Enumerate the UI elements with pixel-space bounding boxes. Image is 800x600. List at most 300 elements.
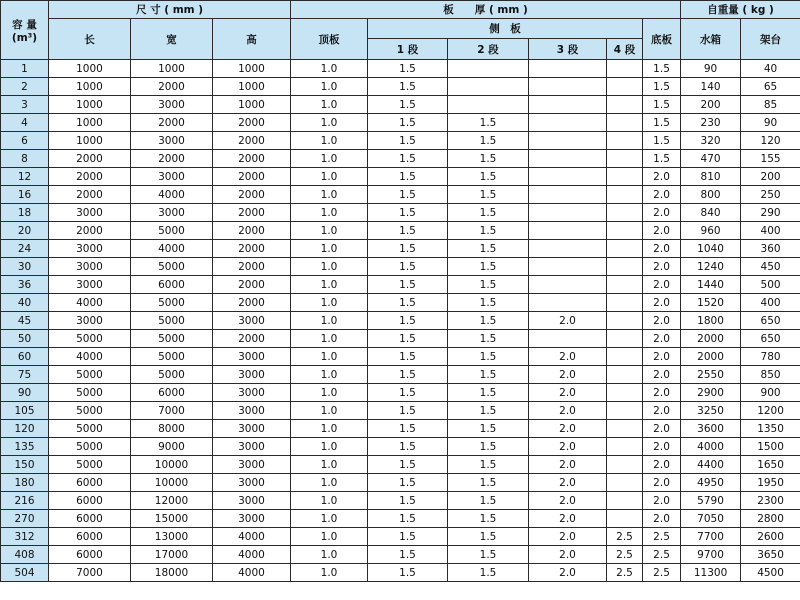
cell-height: 3000 <box>213 420 291 438</box>
cell-capacity: 105 <box>1 402 49 420</box>
cell-tank-weight: 2000 <box>681 348 741 366</box>
cell-height: 4000 <box>213 528 291 546</box>
cell-top-plate: 1.0 <box>291 492 368 510</box>
cell-seg4: 2.5 <box>607 546 643 564</box>
cell-seg3 <box>529 60 607 78</box>
cell-tank-weight: 7700 <box>681 528 741 546</box>
cell-tank-weight: 3600 <box>681 420 741 438</box>
cell-width: 17000 <box>131 546 213 564</box>
header-height: 高 <box>213 19 291 60</box>
cell-width: 5000 <box>131 294 213 312</box>
header-bottom-plate: 底板 <box>643 19 681 60</box>
cell-seg3: 2.0 <box>529 456 607 474</box>
cell-seg4 <box>607 168 643 186</box>
cell-seg4 <box>607 474 643 492</box>
cell-length: 5000 <box>49 456 131 474</box>
cell-seg1: 1.5 <box>368 204 448 222</box>
cell-capacity: 60 <box>1 348 49 366</box>
cell-seg4 <box>607 366 643 384</box>
cell-capacity: 180 <box>1 474 49 492</box>
cell-height: 3000 <box>213 492 291 510</box>
cell-top-plate: 1.0 <box>291 456 368 474</box>
cell-seg4 <box>607 420 643 438</box>
cell-bottom-plate: 2.5 <box>643 564 681 582</box>
cell-seg2: 1.5 <box>448 564 529 582</box>
cell-bottom-plate: 2.0 <box>643 510 681 528</box>
cell-bottom-plate: 1.5 <box>643 150 681 168</box>
cell-frame-weight: 500 <box>741 276 800 294</box>
cell-capacity: 30 <box>1 258 49 276</box>
cell-height: 1000 <box>213 78 291 96</box>
cell-frame-weight: 120 <box>741 132 800 150</box>
cell-seg2 <box>448 60 529 78</box>
cell-width: 6000 <box>131 384 213 402</box>
cell-capacity: 135 <box>1 438 49 456</box>
table-body <box>1 60 800 582</box>
cell-seg2: 1.5 <box>448 204 529 222</box>
cell-capacity: 504 <box>1 564 49 582</box>
cell-height: 2000 <box>213 204 291 222</box>
cell-seg1: 1.5 <box>368 60 448 78</box>
table-row <box>1 114 800 132</box>
cell-seg4 <box>607 510 643 528</box>
cell-frame-weight: 450 <box>741 258 800 276</box>
cell-tank-weight: 1520 <box>681 294 741 312</box>
header-row-2 <box>1 19 800 39</box>
cell-seg2: 1.5 <box>448 294 529 312</box>
cell-frame-weight: 900 <box>741 384 800 402</box>
cell-width: 12000 <box>131 492 213 510</box>
cell-length: 5000 <box>49 402 131 420</box>
cell-frame-weight: 2600 <box>741 528 800 546</box>
cell-bottom-plate: 2.0 <box>643 294 681 312</box>
cell-seg1: 1.5 <box>368 96 448 114</box>
cell-frame-weight: 1350 <box>741 420 800 438</box>
cell-frame-weight: 2800 <box>741 510 800 528</box>
cell-seg3: 2.0 <box>529 492 607 510</box>
cell-capacity: 24 <box>1 240 49 258</box>
cell-tank-weight: 800 <box>681 186 741 204</box>
cell-width: 10000 <box>131 474 213 492</box>
table-row <box>1 168 800 186</box>
cell-tank-weight: 9700 <box>681 546 741 564</box>
cell-bottom-plate: 1.5 <box>643 78 681 96</box>
cell-top-plate: 1.0 <box>291 420 368 438</box>
cell-width: 15000 <box>131 510 213 528</box>
cell-height: 2000 <box>213 132 291 150</box>
cell-top-plate: 1.0 <box>291 528 368 546</box>
cell-seg2: 1.5 <box>448 312 529 330</box>
cell-seg3: 2.0 <box>529 438 607 456</box>
cell-length: 2000 <box>49 168 131 186</box>
cell-length: 1000 <box>49 60 131 78</box>
cell-seg1: 1.5 <box>368 222 448 240</box>
cell-seg3: 2.0 <box>529 420 607 438</box>
cell-seg1: 1.5 <box>368 456 448 474</box>
cell-bottom-plate: 2.0 <box>643 456 681 474</box>
cell-seg4 <box>607 78 643 96</box>
cell-width: 5000 <box>131 330 213 348</box>
cell-length: 7000 <box>49 564 131 582</box>
table-row <box>1 240 800 258</box>
cell-seg4 <box>607 132 643 150</box>
cell-seg4 <box>607 204 643 222</box>
cell-capacity: 270 <box>1 510 49 528</box>
cell-seg2 <box>448 78 529 96</box>
cell-capacity: 120 <box>1 420 49 438</box>
cell-top-plate: 1.0 <box>291 258 368 276</box>
cell-length: 6000 <box>49 546 131 564</box>
cell-seg1: 1.5 <box>368 276 448 294</box>
cell-seg1: 1.5 <box>368 150 448 168</box>
cell-bottom-plate: 2.0 <box>643 186 681 204</box>
cell-bottom-plate: 1.5 <box>643 96 681 114</box>
table-header <box>1 1 800 60</box>
cell-frame-weight: 1950 <box>741 474 800 492</box>
cell-seg2: 1.5 <box>448 168 529 186</box>
cell-seg3: 2.0 <box>529 474 607 492</box>
header-capacity <box>1 1 49 60</box>
table-row <box>1 330 800 348</box>
table-row <box>1 186 800 204</box>
cell-frame-weight: 90 <box>741 114 800 132</box>
cell-height: 3000 <box>213 438 291 456</box>
cell-seg4 <box>607 96 643 114</box>
cell-frame-weight: 780 <box>741 348 800 366</box>
cell-tank-weight: 90 <box>681 60 741 78</box>
cell-width: 8000 <box>131 420 213 438</box>
cell-bottom-plate: 2.0 <box>643 330 681 348</box>
cell-seg3: 2.0 <box>529 366 607 384</box>
table-row <box>1 456 800 474</box>
cell-width: 5000 <box>131 348 213 366</box>
table-row <box>1 294 800 312</box>
cell-frame-weight: 360 <box>741 240 800 258</box>
cell-capacity: 408 <box>1 546 49 564</box>
cell-capacity: 45 <box>1 312 49 330</box>
cell-seg3 <box>529 222 607 240</box>
cell-seg3 <box>529 78 607 96</box>
table-row <box>1 474 800 492</box>
cell-top-plate: 1.0 <box>291 204 368 222</box>
table-row <box>1 132 800 150</box>
cell-seg2: 1.5 <box>448 474 529 492</box>
table-row <box>1 348 800 366</box>
cell-seg1: 1.5 <box>368 78 448 96</box>
cell-frame-weight: 1500 <box>741 438 800 456</box>
cell-length: 5000 <box>49 438 131 456</box>
cell-width: 1000 <box>131 60 213 78</box>
cell-frame-weight: 400 <box>741 294 800 312</box>
table-row <box>1 96 800 114</box>
header-seg4: 4 段 <box>607 39 643 60</box>
cell-capacity: 6 <box>1 132 49 150</box>
cell-height: 3000 <box>213 366 291 384</box>
cell-capacity: 2 <box>1 78 49 96</box>
header-row-1 <box>1 1 800 19</box>
cell-capacity: 1 <box>1 60 49 78</box>
cell-length: 3000 <box>49 240 131 258</box>
cell-width: 3000 <box>131 96 213 114</box>
cell-top-plate: 1.0 <box>291 366 368 384</box>
cell-seg2: 1.5 <box>448 492 529 510</box>
cell-seg2: 1.5 <box>448 258 529 276</box>
table-row <box>1 528 800 546</box>
cell-frame-weight: 4500 <box>741 564 800 582</box>
cell-seg1: 1.5 <box>368 402 448 420</box>
cell-seg3 <box>529 330 607 348</box>
table-row <box>1 384 800 402</box>
cell-bottom-plate: 1.5 <box>643 60 681 78</box>
cell-seg4 <box>607 276 643 294</box>
cell-seg4 <box>607 312 643 330</box>
cell-bottom-plate: 2.0 <box>643 366 681 384</box>
cell-seg1: 1.5 <box>368 168 448 186</box>
header-weight-group: 自重量 ( kg ) <box>681 1 800 19</box>
cell-bottom-plate: 2.0 <box>643 474 681 492</box>
cell-capacity: 12 <box>1 168 49 186</box>
cell-seg1: 1.5 <box>368 528 448 546</box>
header-length: 长 <box>49 19 131 60</box>
cell-seg3 <box>529 276 607 294</box>
cell-height: 2000 <box>213 258 291 276</box>
cell-top-plate: 1.0 <box>291 546 368 564</box>
table-row <box>1 438 800 456</box>
cell-height: 1000 <box>213 96 291 114</box>
cell-seg1: 1.5 <box>368 312 448 330</box>
cell-seg3: 2.0 <box>529 402 607 420</box>
cell-seg2: 1.5 <box>448 366 529 384</box>
header-size-group: 尺 寸 ( mm ) <box>49 1 291 19</box>
cell-height: 2000 <box>213 240 291 258</box>
cell-seg4 <box>607 402 643 420</box>
cell-width: 10000 <box>131 456 213 474</box>
header-capacity-label: 容 量 <box>12 18 37 31</box>
cell-height: 2000 <box>213 222 291 240</box>
cell-length: 3000 <box>49 258 131 276</box>
cell-width: 2000 <box>131 78 213 96</box>
cell-frame-weight: 850 <box>741 366 800 384</box>
table-row <box>1 78 800 96</box>
table-row <box>1 492 800 510</box>
cell-seg4 <box>607 114 643 132</box>
cell-top-plate: 1.0 <box>291 402 368 420</box>
cell-seg4 <box>607 222 643 240</box>
cell-seg4 <box>607 456 643 474</box>
cell-length: 5000 <box>49 420 131 438</box>
cell-length: 3000 <box>49 204 131 222</box>
cell-top-plate: 1.0 <box>291 78 368 96</box>
header-side-group: 侧 板 <box>368 19 643 39</box>
cell-width: 18000 <box>131 564 213 582</box>
cell-width: 3000 <box>131 168 213 186</box>
cell-frame-weight: 250 <box>741 186 800 204</box>
cell-height: 1000 <box>213 60 291 78</box>
header-top-plate: 顶板 <box>291 19 368 60</box>
cell-seg2: 1.5 <box>448 240 529 258</box>
cell-seg2: 1.5 <box>448 330 529 348</box>
cell-seg2: 1.5 <box>448 384 529 402</box>
cell-tank-weight: 1040 <box>681 240 741 258</box>
cell-top-plate: 1.0 <box>291 384 368 402</box>
cell-seg4 <box>607 438 643 456</box>
cell-capacity: 150 <box>1 456 49 474</box>
table-row <box>1 312 800 330</box>
cell-top-plate: 1.0 <box>291 438 368 456</box>
cell-seg3: 2.0 <box>529 564 607 582</box>
cell-length: 2000 <box>49 186 131 204</box>
cell-capacity: 20 <box>1 222 49 240</box>
cell-seg4 <box>607 330 643 348</box>
cell-tank-weight: 810 <box>681 168 741 186</box>
cell-length: 6000 <box>49 528 131 546</box>
cell-tank-weight: 320 <box>681 132 741 150</box>
cell-seg1: 1.5 <box>368 564 448 582</box>
cell-capacity: 216 <box>1 492 49 510</box>
cell-bottom-plate: 2.0 <box>643 258 681 276</box>
cell-length: 3000 <box>49 276 131 294</box>
cell-seg3: 2.0 <box>529 348 607 366</box>
cell-tank-weight: 2900 <box>681 384 741 402</box>
cell-height: 2000 <box>213 114 291 132</box>
cell-top-plate: 1.0 <box>291 96 368 114</box>
cell-seg1: 1.5 <box>368 366 448 384</box>
cell-width: 2000 <box>131 114 213 132</box>
cell-seg4: 2.5 <box>607 564 643 582</box>
cell-length: 5000 <box>49 330 131 348</box>
table-row <box>1 222 800 240</box>
cell-top-plate: 1.0 <box>291 114 368 132</box>
cell-seg1: 1.5 <box>368 294 448 312</box>
cell-height: 3000 <box>213 402 291 420</box>
cell-height: 2000 <box>213 186 291 204</box>
cell-frame-weight: 400 <box>741 222 800 240</box>
header-seg2: 2 段 <box>448 39 529 60</box>
cell-capacity: 3 <box>1 96 49 114</box>
cell-seg1: 1.5 <box>368 132 448 150</box>
cell-height: 4000 <box>213 546 291 564</box>
cell-seg1: 1.5 <box>368 384 448 402</box>
cell-capacity: 75 <box>1 366 49 384</box>
cell-bottom-plate: 2.0 <box>643 222 681 240</box>
table-row <box>1 204 800 222</box>
cell-height: 3000 <box>213 510 291 528</box>
cell-seg2: 1.5 <box>448 348 529 366</box>
cell-height: 3000 <box>213 384 291 402</box>
cell-capacity: 16 <box>1 186 49 204</box>
cell-height: 2000 <box>213 168 291 186</box>
cell-capacity: 50 <box>1 330 49 348</box>
cell-width: 5000 <box>131 222 213 240</box>
cell-height: 2000 <box>213 276 291 294</box>
cell-tank-weight: 7050 <box>681 510 741 528</box>
cell-tank-weight: 230 <box>681 114 741 132</box>
cell-width: 5000 <box>131 258 213 276</box>
cell-length: 2000 <box>49 150 131 168</box>
cell-length: 6000 <box>49 510 131 528</box>
header-seg1: 1 段 <box>368 39 448 60</box>
cell-width: 4000 <box>131 186 213 204</box>
cell-seg3: 2.0 <box>529 528 607 546</box>
cell-frame-weight: 650 <box>741 312 800 330</box>
cell-seg2 <box>448 96 529 114</box>
cell-top-plate: 1.0 <box>291 168 368 186</box>
cell-tank-weight: 1240 <box>681 258 741 276</box>
cell-seg2: 1.5 <box>448 150 529 168</box>
cell-tank-weight: 2000 <box>681 330 741 348</box>
cell-seg3 <box>529 240 607 258</box>
cell-tank-weight: 4400 <box>681 456 741 474</box>
cell-frame-weight: 2300 <box>741 492 800 510</box>
cell-seg2: 1.5 <box>448 528 529 546</box>
cell-capacity: 4 <box>1 114 49 132</box>
cell-capacity: 40 <box>1 294 49 312</box>
cell-capacity: 8 <box>1 150 49 168</box>
table-row <box>1 402 800 420</box>
cell-seg4 <box>607 348 643 366</box>
cell-top-plate: 1.0 <box>291 348 368 366</box>
cell-tank-weight: 470 <box>681 150 741 168</box>
cell-bottom-plate: 1.5 <box>643 132 681 150</box>
cell-seg3 <box>529 168 607 186</box>
cell-seg3 <box>529 294 607 312</box>
cell-tank-weight: 1440 <box>681 276 741 294</box>
cell-seg1: 1.5 <box>368 348 448 366</box>
header-width: 宽 <box>131 19 213 60</box>
cell-tank-weight: 5790 <box>681 492 741 510</box>
cell-seg3 <box>529 186 607 204</box>
table-row <box>1 276 800 294</box>
cell-tank-weight: 140 <box>681 78 741 96</box>
cell-bottom-plate: 2.5 <box>643 546 681 564</box>
table-row <box>1 60 800 78</box>
cell-length: 1000 <box>49 96 131 114</box>
table-row <box>1 546 800 564</box>
cell-bottom-plate: 2.0 <box>643 276 681 294</box>
table-row <box>1 366 800 384</box>
cell-length: 1000 <box>49 114 131 132</box>
cell-tank-weight: 3250 <box>681 402 741 420</box>
cell-seg2: 1.5 <box>448 510 529 528</box>
cell-seg3 <box>529 114 607 132</box>
header-thickness-group: 板 厚 ( mm ) <box>291 1 681 19</box>
cell-seg3: 2.0 <box>529 312 607 330</box>
cell-seg2: 1.5 <box>448 186 529 204</box>
cell-top-plate: 1.0 <box>291 294 368 312</box>
cell-seg3 <box>529 96 607 114</box>
cell-capacity: 36 <box>1 276 49 294</box>
cell-width: 2000 <box>131 150 213 168</box>
cell-seg2: 1.5 <box>448 114 529 132</box>
cell-length: 6000 <box>49 474 131 492</box>
cell-seg4 <box>607 294 643 312</box>
cell-bottom-plate: 2.0 <box>643 204 681 222</box>
cell-seg4 <box>607 60 643 78</box>
header-capacity-unit: (m³) <box>11 31 38 44</box>
cell-length: 5000 <box>49 366 131 384</box>
cell-seg3 <box>529 132 607 150</box>
cell-height: 3000 <box>213 474 291 492</box>
cell-frame-weight: 290 <box>741 204 800 222</box>
cell-bottom-plate: 2.0 <box>643 420 681 438</box>
cell-width: 7000 <box>131 402 213 420</box>
cell-seg1: 1.5 <box>368 258 448 276</box>
cell-top-plate: 1.0 <box>291 510 368 528</box>
cell-bottom-plate: 2.0 <box>643 168 681 186</box>
table-row <box>1 510 800 528</box>
cell-tank-weight: 840 <box>681 204 741 222</box>
cell-length: 4000 <box>49 348 131 366</box>
